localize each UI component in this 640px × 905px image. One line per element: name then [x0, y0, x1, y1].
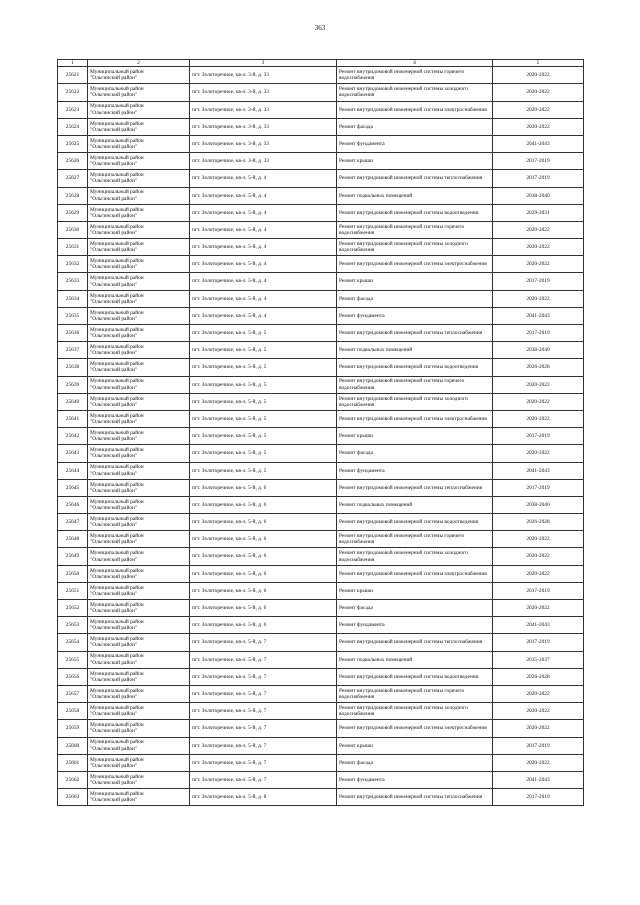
cell-work-type: Ремонт внутридомовой инженерной системы водоотведения	[337, 204, 493, 221]
cell-municipality: Муниципальный район "Ольгинский район"	[88, 393, 190, 410]
cell-row-number: 25658	[58, 703, 88, 720]
cell-municipality: Муниципальный район "Ольгинский район"	[88, 410, 190, 427]
cell-row-number: 25628	[58, 187, 88, 204]
cell-municipality: Муниципальный район "Ольгинский район"	[88, 135, 190, 152]
cell-term: 2020-2022	[493, 531, 584, 548]
cell-work-type: Ремонт внутридомовой инженерной системы водоотведения	[337, 668, 493, 685]
cell-work-type: Ремонт фасада	[337, 445, 493, 462]
cell-municipality: Муниципальный район "Ольгинский район"	[88, 514, 190, 531]
cell-address: пгт. Золоторечное, кв-л. 5-й, д. 6	[190, 617, 337, 634]
cell-municipality: Муниципальный район "Ольгинский район"	[88, 256, 190, 273]
cell-work-type: Ремонт крыши	[337, 428, 493, 445]
cell-address: пгт. Золоторечное, кв-л. 5-й, д. 4	[190, 221, 337, 238]
cell-municipality: Муниципальный район "Ольгинский район"	[88, 84, 190, 101]
cell-work-type: Ремонт фасада	[337, 290, 493, 307]
cell-work-type: Ремонт внутридомовой инженерной системы водоотведения	[337, 514, 493, 531]
cell-row-number: 25625	[58, 135, 88, 152]
cell-term: 2020-2022	[493, 67, 584, 84]
table-row	[58, 479, 584, 496]
cell-term: 2041-2043	[493, 462, 584, 479]
cell-work-type: Ремонт фасада	[337, 118, 493, 135]
cell-address: пгт. Золоторечное, кв-л. 5-й, д. 4	[190, 204, 337, 221]
cell-term: 2026-2028	[493, 514, 584, 531]
cell-term: 2020-2022	[493, 376, 584, 393]
cell-address: пгт. Золоторечное, кв-л. 3-й, д. 33	[190, 153, 337, 170]
cell-term: 2017-2019	[493, 479, 584, 496]
cell-work-type: Ремонт внутридомовой инженерной системы теплоснабжения	[337, 479, 493, 496]
table-row	[58, 290, 584, 307]
cell-address: пгт. Золоторечное, кв-л. 5-й, д. 5	[190, 325, 337, 342]
cell-term: 2017-2019	[493, 170, 584, 187]
cell-row-number: 25645	[58, 479, 88, 496]
cell-row-number: 25635	[58, 307, 88, 324]
cell-municipality: Муниципальный район "Ольгинский район"	[88, 685, 190, 702]
cell-row-number: 25647	[58, 514, 88, 531]
cell-municipality: Муниципальный район "Ольгинский район"	[88, 325, 190, 342]
cell-municipality: Муниципальный район "Ольгинский район"	[88, 634, 190, 651]
header-cell-4: 4	[337, 60, 493, 67]
cell-work-type: Ремонт внутридомовой инженерной системы водоотведения	[337, 359, 493, 376]
cell-row-number: 25656	[58, 668, 88, 685]
cell-municipality: Муниципальный район "Ольгинский район"	[88, 479, 190, 496]
cell-row-number: 25642	[58, 428, 88, 445]
table-row	[58, 789, 584, 806]
cell-row-number: 25626	[58, 153, 88, 170]
cell-term: 2041-2043	[493, 617, 584, 634]
cell-work-type: Ремонт внутридомовой инженерной системы горячего водоснабжения	[337, 67, 493, 84]
cell-row-number: 25660	[58, 737, 88, 754]
cell-row-number: 25659	[58, 720, 88, 737]
cell-municipality: Муниципальный район "Ольгинский район"	[88, 170, 190, 187]
cell-term: 2017-2019	[493, 634, 584, 651]
table-row	[58, 582, 584, 599]
cell-work-type: Ремонт крыши	[337, 153, 493, 170]
header-cell-1: 1	[58, 60, 88, 67]
cell-municipality: Муниципальный район "Ольгинский район"	[88, 651, 190, 668]
cell-row-number: 25661	[58, 754, 88, 771]
cell-address: пгт. Золоторечное, кв-л. 3-й, д. 33	[190, 67, 337, 84]
cell-municipality: Муниципальный район "Ольгинский район"	[88, 445, 190, 462]
cell-municipality: Муниципальный район "Ольгинский район"	[88, 428, 190, 445]
cell-row-number: 25637	[58, 342, 88, 359]
table-row	[58, 84, 584, 101]
header-cell-5: 5	[493, 60, 584, 67]
table-row	[58, 239, 584, 256]
cell-term: 2017-2019	[493, 789, 584, 806]
cell-address: пгт. Золоторечное, кв-л. 5-й, д. 4	[190, 307, 337, 324]
cell-row-number: 25634	[58, 290, 88, 307]
cell-work-type: Ремонт крыши	[337, 273, 493, 290]
cell-row-number: 25663	[58, 789, 88, 806]
cell-address: пгт. Золоторечное, кв-л. 3-й, д. 33	[190, 135, 337, 152]
cell-work-type: Ремонт внутридомовой инженерной системы теплоснабжения	[337, 325, 493, 342]
cell-work-type: Ремонт фундамента	[337, 617, 493, 634]
table-row	[58, 462, 584, 479]
cell-row-number: 25648	[58, 531, 88, 548]
cell-row-number: 25646	[58, 496, 88, 513]
table-row	[58, 565, 584, 582]
cell-municipality: Муниципальный район "Ольгинский район"	[88, 221, 190, 238]
cell-work-type: Ремонт внутридомовой инженерной системы электроснабжения	[337, 720, 493, 737]
cell-work-type: Ремонт внутридомовой инженерной системы электроснабжения	[337, 410, 493, 427]
cell-term: 2035-2037	[493, 651, 584, 668]
cell-address: пгт. Золоторечное, кв-л. 5-й, д. 8	[190, 789, 337, 806]
cell-work-type: Ремонт подвальных помещений	[337, 187, 493, 204]
cell-municipality: Муниципальный район "Ольгинский район"	[88, 101, 190, 118]
cell-row-number: 25649	[58, 548, 88, 565]
cell-work-type: Ремонт фасада	[337, 754, 493, 771]
cell-work-type: Ремонт фасада	[337, 600, 493, 617]
cell-term: 2038-2040	[493, 187, 584, 204]
table-row	[58, 67, 584, 84]
table-row	[58, 393, 584, 410]
cell-address: пгт. Золоторечное, кв-л. 5-й, д. 6	[190, 565, 337, 582]
table-row	[58, 204, 584, 221]
cell-term: 2020-2022	[493, 410, 584, 427]
cell-term: 2020-2022	[493, 118, 584, 135]
cell-work-type: Ремонт фундамента	[337, 135, 493, 152]
cell-work-type: Ремонт внутридомовой инженерной системы теплоснабжения	[337, 634, 493, 651]
cell-term: 2020-2022	[493, 445, 584, 462]
cell-work-type: Ремонт крыши	[337, 737, 493, 754]
cell-row-number: 25639	[58, 376, 88, 393]
cell-term: 2020-2022	[493, 290, 584, 307]
cell-municipality: Муниципальный район "Ольгинский район"	[88, 668, 190, 685]
cell-term: 2038-2040	[493, 496, 584, 513]
table-row	[58, 754, 584, 771]
cell-municipality: Муниципальный район "Ольгинский район"	[88, 771, 190, 788]
cell-municipality: Муниципальный район "Ольгинский район"	[88, 376, 190, 393]
cell-work-type: Ремонт крыши	[337, 582, 493, 599]
cell-address: пгт. Золоторечное, кв-л. 5-й, д. 7	[190, 754, 337, 771]
cell-address: пгт. Золоторечное, кв-л. 5-й, д. 6	[190, 531, 337, 548]
cell-row-number: 25650	[58, 565, 88, 582]
cell-row-number: 25643	[58, 445, 88, 462]
cell-municipality: Муниципальный район "Ольгинский район"	[88, 617, 190, 634]
table-row	[58, 187, 584, 204]
cell-address: пгт. Золоторечное, кв-л. 5-й, д. 7	[190, 668, 337, 685]
cell-municipality: Муниципальный район "Ольгинский район"	[88, 496, 190, 513]
cell-term: 2020-2022	[493, 685, 584, 702]
cell-address: пгт. Золоторечное, кв-л. 3-й, д. 33	[190, 84, 337, 101]
header-cell-2: 2	[88, 60, 190, 67]
cell-municipality: Муниципальный район "Ольгинский район"	[88, 239, 190, 256]
cell-row-number: 25633	[58, 273, 88, 290]
cell-term: 2020-2022	[493, 239, 584, 256]
cell-row-number: 25627	[58, 170, 88, 187]
cell-municipality: Муниципальный район "Ольгинский район"	[88, 67, 190, 84]
cell-address: пгт. Золоторечное, кв-л. 5-й, д. 4	[190, 170, 337, 187]
cell-municipality: Муниципальный район "Ольгинский район"	[88, 342, 190, 359]
cell-term: 2041-2043	[493, 135, 584, 152]
table-row	[58, 703, 584, 720]
cell-term: 2020-2022	[493, 754, 584, 771]
cell-municipality: Муниципальный район "Ольгинский район"	[88, 290, 190, 307]
cell-row-number: 25636	[58, 325, 88, 342]
table-row	[58, 428, 584, 445]
cell-row-number: 25638	[58, 359, 88, 376]
table-row	[58, 737, 584, 754]
cell-municipality: Муниципальный район "Ольгинский район"	[88, 187, 190, 204]
cell-row-number: 25631	[58, 239, 88, 256]
cell-row-number: 25651	[58, 582, 88, 599]
cell-address: пгт. Золоторечное, кв-л. 5-й, д. 5	[190, 359, 337, 376]
cell-work-type: Ремонт внутридомовой инженерной системы электроснабжения	[337, 101, 493, 118]
cell-work-type: Ремонт внутридомовой инженерной системы горячего водоснабжения	[337, 376, 493, 393]
cell-address: пгт. Золоторечное, кв-л. 5-й, д. 7	[190, 703, 337, 720]
cell-municipality: Муниципальный район "Ольгинский район"	[88, 737, 190, 754]
page-number: 363	[314, 24, 326, 32]
cell-row-number: 25655	[58, 651, 88, 668]
table-row	[58, 256, 584, 273]
table-row	[58, 342, 584, 359]
cell-term: 2017-2019	[493, 582, 584, 599]
cell-municipality: Муниципальный район "Ольгинский район"	[88, 565, 190, 582]
cell-term: 2020-2022	[493, 565, 584, 582]
cell-work-type: Ремонт внутридомовой инженерной системы горячего водоснабжения	[337, 221, 493, 238]
cell-address: пгт. Золоторечное, кв-л. 3-й, д. 33	[190, 118, 337, 135]
cell-work-type: Ремонт подвальных помещений	[337, 651, 493, 668]
table-row	[58, 307, 584, 324]
cell-address: пгт. Золоторечное, кв-л. 5-й, д. 4	[190, 290, 337, 307]
cell-term: 2017-2019	[493, 273, 584, 290]
cell-address: пгт. Золоторечное, кв-л. 5-й, д. 7	[190, 720, 337, 737]
cell-municipality: Муниципальный район "Ольгинский район"	[88, 359, 190, 376]
cell-work-type: Ремонт фундамента	[337, 462, 493, 479]
table-row	[58, 685, 584, 702]
cell-address: пгт. Золоторечное, кв-л. 5-й, д. 7	[190, 685, 337, 702]
table-row	[58, 617, 584, 634]
cell-term: 2029-2031	[493, 204, 584, 221]
cell-address: пгт. Золоторечное, кв-л. 5-й, д. 6	[190, 496, 337, 513]
table-row	[58, 771, 584, 788]
cell-municipality: Муниципальный район "Ольгинский район"	[88, 273, 190, 290]
cell-municipality: Муниципальный район "Ольгинский район"	[88, 789, 190, 806]
table-row	[58, 651, 584, 668]
cell-work-type: Ремонт внутридомовой инженерной системы холодного водоснабжения	[337, 393, 493, 410]
cell-address: пгт. Золоторечное, кв-л. 5-й, д. 6	[190, 548, 337, 565]
cell-municipality: Муниципальный район "Ольгинский район"	[88, 118, 190, 135]
cell-term: 2026-2028	[493, 668, 584, 685]
cell-address: пгт. Золоторечное, кв-л. 5-й, д. 7	[190, 634, 337, 651]
table-row	[58, 514, 584, 531]
table-row	[58, 273, 584, 290]
cell-address: пгт. Золоторечное, кв-л. 5-й, д. 5	[190, 462, 337, 479]
table-row	[58, 600, 584, 617]
table-row	[58, 531, 584, 548]
table-row	[58, 720, 584, 737]
cell-address: пгт. Золоторечное, кв-л. 5-й, д. 7	[190, 651, 337, 668]
cell-row-number: 25644	[58, 462, 88, 479]
cell-work-type: Ремонт внутридомовой инженерной системы теплоснабжения	[337, 170, 493, 187]
cell-term: 2017-2019	[493, 737, 584, 754]
cell-address: пгт. Золоторечное, кв-л. 5-й, д. 6	[190, 514, 337, 531]
cell-work-type: Ремонт фундамента	[337, 307, 493, 324]
table-row	[58, 170, 584, 187]
cell-row-number: 25653	[58, 617, 88, 634]
cell-work-type: Ремонт внутридомовой инженерной системы горячего водоснабжения	[337, 531, 493, 548]
cell-municipality: Муниципальный район "Ольгинский район"	[88, 582, 190, 599]
cell-row-number: 25632	[58, 256, 88, 273]
cell-row-number: 25641	[58, 410, 88, 427]
cell-work-type: Ремонт внутридомовой инженерной системы холодного водоснабжения	[337, 548, 493, 565]
cell-row-number: 25662	[58, 771, 88, 788]
cell-municipality: Муниципальный район "Ольгинский район"	[88, 548, 190, 565]
cell-term: 2020-2022	[493, 256, 584, 273]
cell-row-number: 25640	[58, 393, 88, 410]
cell-address: пгт. Золоторечное, кв-л. 5-й, д. 5	[190, 445, 337, 462]
cell-address: пгт. Золоторечное, кв-л. 5-й, д. 4	[190, 187, 337, 204]
cell-municipality: Муниципальный район "Ольгинский район"	[88, 204, 190, 221]
cell-work-type: Ремонт подвальных помещений	[337, 496, 493, 513]
cell-address: пгт. Золоторечное, кв-л. 5-й, д. 6	[190, 600, 337, 617]
cell-work-type: Ремонт внутридомовой инженерной системы электроснабжения	[337, 256, 493, 273]
cell-row-number: 25623	[58, 101, 88, 118]
table-row	[58, 634, 584, 651]
table-row	[58, 410, 584, 427]
cell-work-type: Ремонт внутридомовой инженерной системы холодного водоснабжения	[337, 239, 493, 256]
cell-address: пгт. Золоторечное, кв-л. 5-й, д. 7	[190, 771, 337, 788]
cell-term: 2026-2028	[493, 359, 584, 376]
table-row	[58, 118, 584, 135]
cell-term: 2017-2019	[493, 325, 584, 342]
cell-work-type: Ремонт фундамента	[337, 771, 493, 788]
cell-row-number: 25654	[58, 634, 88, 651]
cell-term: 2017-2019	[493, 428, 584, 445]
cell-row-number: 25624	[58, 118, 88, 135]
table-row	[58, 496, 584, 513]
cell-municipality: Муниципальный район "Ольгинский район"	[88, 153, 190, 170]
cell-work-type: Ремонт внутридомовой инженерной системы холодного водоснабжения	[337, 703, 493, 720]
cell-term: 2020-2022	[493, 720, 584, 737]
table-row	[58, 135, 584, 152]
cell-address: пгт. Золоторечное, кв-л. 5-й, д. 4	[190, 239, 337, 256]
cell-address: пгт. Золоторечное, кв-л. 5-й, д. 4	[190, 256, 337, 273]
table-row	[58, 325, 584, 342]
cell-address: пгт. Золоторечное, кв-л. 5-й, д. 5	[190, 410, 337, 427]
cell-row-number: 25652	[58, 600, 88, 617]
cell-municipality: Муниципальный район "Ольгинский район"	[88, 720, 190, 737]
cell-municipality: Муниципальный район "Ольгинский район"	[88, 754, 190, 771]
cell-address: пгт. Золоторечное, кв-л. 3-й, д. 33	[190, 101, 337, 118]
cell-municipality: Муниципальный район "Ольгинский район"	[88, 531, 190, 548]
table-row	[58, 376, 584, 393]
cell-row-number: 25621	[58, 67, 88, 84]
header-row	[58, 60, 584, 67]
cell-address: пгт. Золоторечное, кв-л. 5-й, д. 7	[190, 737, 337, 754]
table-row	[58, 445, 584, 462]
cell-row-number: 25629	[58, 204, 88, 221]
cell-address: пгт. Золоторечное, кв-л. 5-й, д. 5	[190, 428, 337, 445]
cell-row-number: 25657	[58, 685, 88, 702]
cell-term: 2020-2022	[493, 101, 584, 118]
cell-address: пгт. Золоторечное, кв-л. 5-й, д. 5	[190, 376, 337, 393]
cell-address: пгт. Золоторечное, кв-л. 5-й, д. 6	[190, 479, 337, 496]
cell-work-type: Ремонт внутридомовой инженерной системы холодного водоснабжения	[337, 84, 493, 101]
table-row	[58, 101, 584, 118]
cell-work-type: Ремонт подвальных помещений	[337, 342, 493, 359]
cell-address: пгт. Золоторечное, кв-л. 5-й, д. 4	[190, 273, 337, 290]
cell-municipality: Муниципальный район "Ольгинский район"	[88, 307, 190, 324]
table-row	[58, 668, 584, 685]
cell-municipality: Муниципальный район "Ольгинский район"	[88, 703, 190, 720]
cell-term: 2020-2022	[493, 84, 584, 101]
table-row	[58, 548, 584, 565]
cell-address: пгт. Золоторечное, кв-л. 5-й, д. 5	[190, 393, 337, 410]
cell-work-type: Ремонт внутридомовой инженерной системы горячего водоснабжения	[337, 685, 493, 702]
table-row	[58, 153, 584, 170]
table-row	[58, 221, 584, 238]
registry-table	[57, 59, 584, 806]
cell-term: 2017-2019	[493, 153, 584, 170]
cell-work-type: Ремонт внутридомовой инженерной системы электроснабжения	[337, 565, 493, 582]
cell-municipality: Муниципальный район "Ольгинский район"	[88, 600, 190, 617]
cell-term: 2020-2022	[493, 548, 584, 565]
header-cell-3: 3	[190, 60, 337, 67]
cell-address: пгт. Золоторечное, кв-л. 5-й, д. 6	[190, 582, 337, 599]
cell-work-type: Ремонт внутридомовой инженерной системы теплоснабжения	[337, 789, 493, 806]
cell-term: 2020-2022	[493, 600, 584, 617]
cell-row-number: 25630	[58, 221, 88, 238]
cell-address: пгт. Золоторечное, кв-л. 5-й, д. 5	[190, 342, 337, 359]
cell-term: 2020-2022	[493, 221, 584, 238]
cell-municipality: Муниципальный район "Ольгинский район"	[88, 462, 190, 479]
cell-term: 2020-2022	[493, 703, 584, 720]
cell-term: 2038-2040	[493, 342, 584, 359]
cell-term: 2041-2043	[493, 771, 584, 788]
cell-term: 2020-2022	[493, 393, 584, 410]
cell-term: 2041-2043	[493, 307, 584, 324]
cell-row-number: 25622	[58, 84, 88, 101]
table-row	[58, 359, 584, 376]
